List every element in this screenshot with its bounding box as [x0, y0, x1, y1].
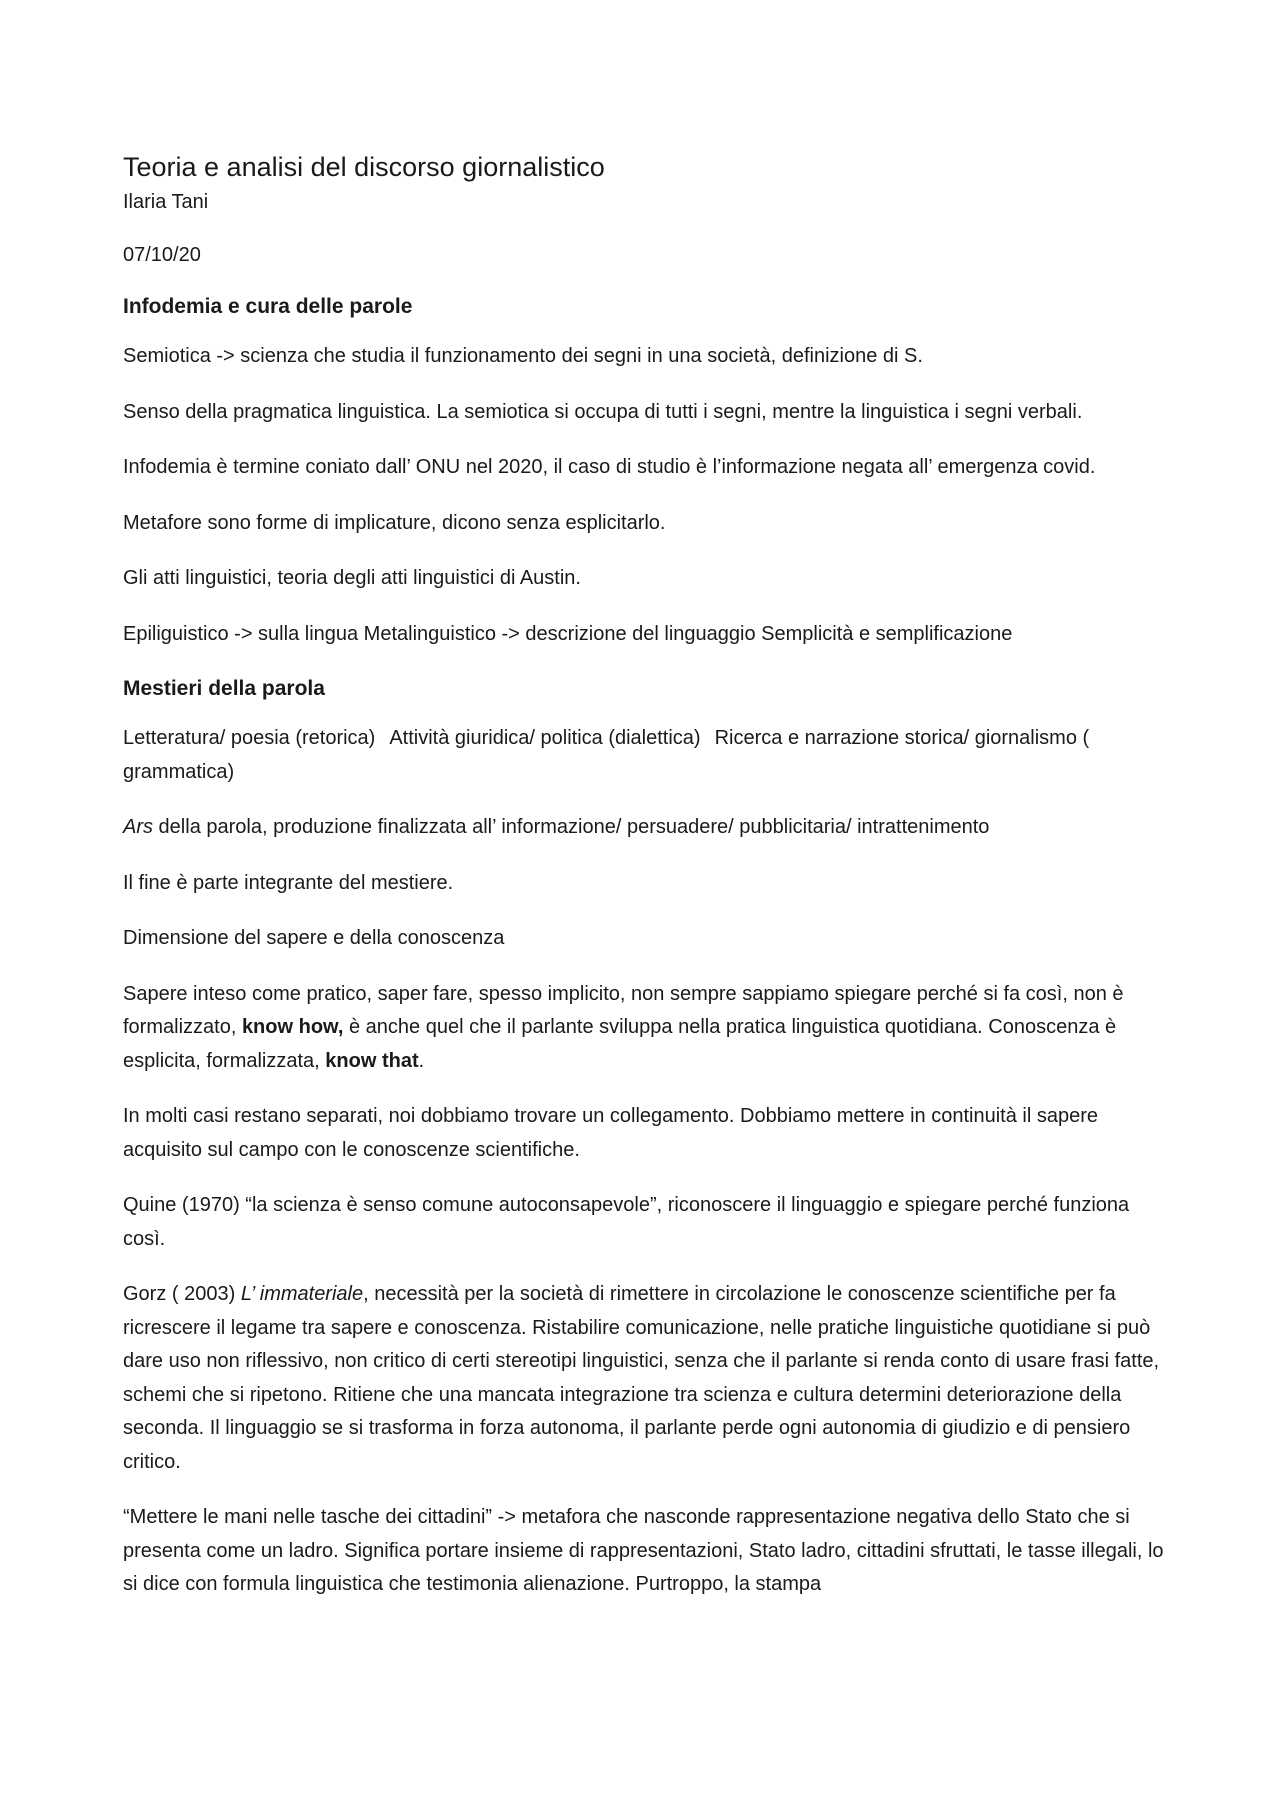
- paragraph-fine: Il fine è parte integrante del mestiere.: [123, 871, 454, 894]
- paragraph-dimensione: Dimensione del sapere e della conoscenza: [123, 927, 505, 949]
- paragraph-metafore: Metafore sono forme di implicature, dicono senza esplicitarlo.: [123, 511, 666, 534]
- gorz-part-a: Gorz ( 2003): [123, 1283, 241, 1305]
- paragraph-separati: In molti casi restano separati, noi dobbiamo trovare un collegamento. Dobbiamo mettere in continuità il sapere acquisito sul campo con le conoscenze scientifiche.: [123, 1105, 1098, 1161]
- sapere-part-a: Sapere inteso come pratico, saper fare, spesso implicito, non sempre sappiamo spiegare perché si fa così, non è formalizzato,: [123, 982, 1124, 1038]
- immateriale-italic: L’ immateriale: [240, 1283, 364, 1305]
- paragraph-semiotica: Semiotica -> scienza che studia il funzionamento dei segni in una società, definizione di S.: [123, 345, 923, 367]
- paragraph-infodemia: Infodemia è termine coniato dall’ ONU nel 2020, il caso di studio è l’informazione negata all’ emergenza covid.: [123, 456, 1096, 478]
- paragraph-mestieri-list: [123, 722, 1168, 789]
- section-heading-infodemia: Infodemia e cura delle parole: [123, 295, 413, 318]
- paragraph-ars: [123, 811, 1168, 845]
- ars-rest: della parola, produzione finalizzata all’ informazione/ persuadere/ pubblicitaria/ intrattenimento: [153, 816, 990, 838]
- paragraph-sapere: [123, 978, 1168, 1079]
- paragraph-metafora-tasche: “Mettere le mani nelle tasche dei cittadini” -> metafora che nasconde rappresentazione negativa dello Stato che si presenta come un ladro. Significa portare insieme di rappresentazioni, Stato ladro, cittadini sfruttati, le tasse illegali, lo si dice con formula linguistica che testimonia alienazione. Purtroppo, la stampa: [123, 1506, 1164, 1595]
- gorz-part-b: , necessità per la società di rimettere in circolazione le conoscenze scientifiche per fa ricrescere il legame tra sapere e conoscenza. Ristabilire comunicazione, nelle pratiche linguistiche quotidiane si può dare uso non riflessivo, non critico di certi stereotipi linguistici, senza che il parlante si renda conto di usare frasi fatte, schemi che si ripetono. Ritiene che una mancata integrazione tra scienza e cultura determini deteriorazione della seconda. Il linguaggio se si trasforma in forza autonoma, il parlante perde ogni autonomia di giudizio e di pensiero critico.: [123, 1283, 1160, 1473]
- paragraph-epilinguistico: Epiliguistico -> sulla lingua Metalinguistico -> descrizione del linguaggio Semplicità e semplificazione: [123, 622, 1013, 645]
- document-date: 07/10/20: [123, 244, 201, 266]
- paragraph-quine: Quine (1970) “la scienza è senso comune autoconsapevole”, riconoscere il linguaggio e spiegare perché funziona così.: [123, 1194, 1130, 1250]
- document-title: Teoria e analisi del discorso giornalistico: [123, 152, 605, 182]
- ars-italic: Ars: [123, 816, 153, 838]
- mestiere-giuridica: Attività giuridica/ politica (dialettica): [389, 727, 701, 749]
- paragraph-pragmatica: Senso della pragmatica linguistica. La semiotica si occupa di tutti i segni, mentre la linguistica i segni verbali.: [123, 400, 1083, 423]
- sapere-part-c: è anche quel che il parlante sviluppa nella pratica linguistica quotidiana. Conoscenza è esplicita, formalizzata,: [123, 1016, 1117, 1072]
- mestiere-storica: Ricerca e narrazione storica/ giornalismo ( grammatica): [123, 727, 1090, 783]
- section-heading-mestieri: Mestieri della parola: [123, 677, 325, 700]
- document-author: Ilaria Tani: [123, 191, 209, 213]
- know-that-bold: know that: [325, 1049, 419, 1072]
- mestiere-letteratura: Letteratura/ poesia (retorica): [123, 727, 376, 749]
- paragraph-atti-linguistici: Gli atti linguistici, teoria degli atti linguistici di Austin.: [123, 567, 581, 589]
- document-page: [123, 150, 1168, 1602]
- sapere-part-e: .: [418, 1049, 425, 1072]
- know-how-bold: know how,: [241, 1016, 344, 1038]
- paragraph-gorz: [123, 1278, 1168, 1479]
